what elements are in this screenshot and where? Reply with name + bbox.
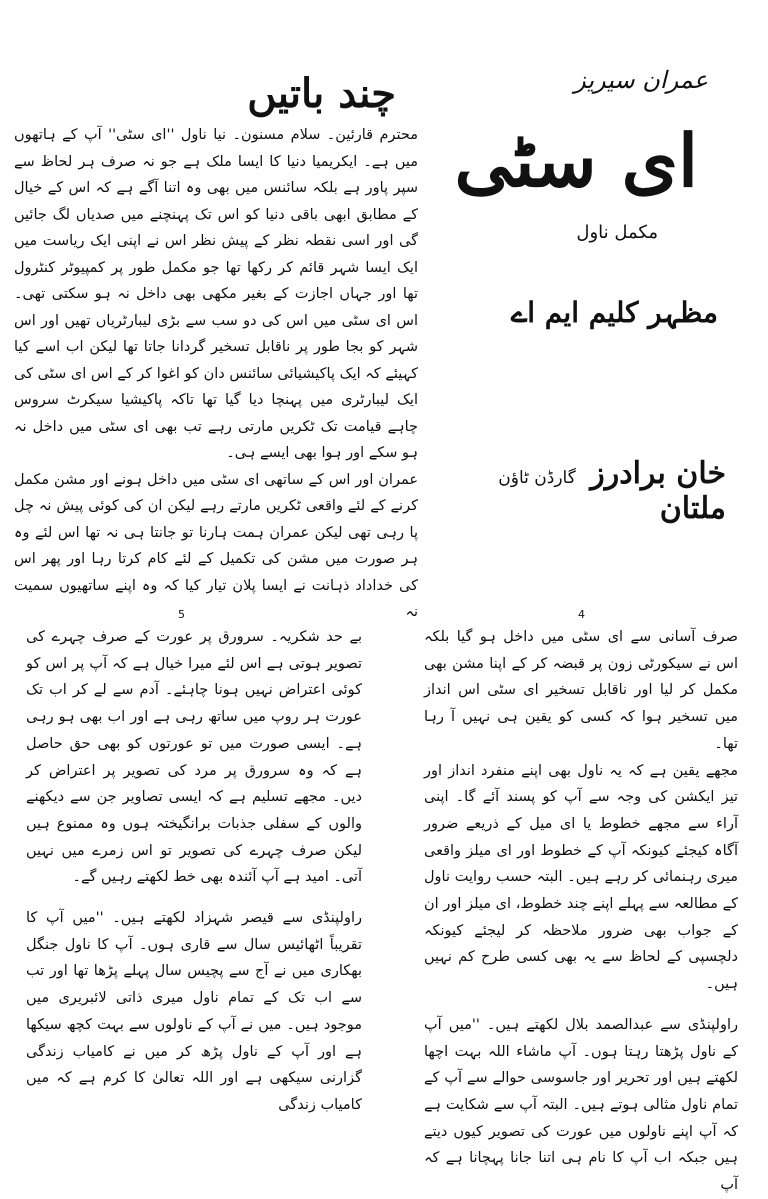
page-number: 5 (178, 608, 185, 621)
preface-paragraph: عمران اور اس کے ساتھی ای سٹی میں داخل ہونے اور مشن مکمل کرنے کے لئے واقعی ٹکریں مارتے رہے لیکن ان کی کوئی پیش نہ چل پا رہی تھی لیکن عمران ہمت ہارنا تو جانتا ہی نہ تھا اس لئے وہ ہر صورت میں مشن کی تکمیل کے لئے کام کرتا رہا اور پھر اس کی خداداد ذہانت نے ایسا پلان تیار کیا کہ وہ اپنے ساتھیوں سمیت نہ (14, 471, 418, 620)
page-5-paragraph: راولپنڈی سے قیصر شہزاد لکھتے ہیں۔ ''میں آپ کا تقریباً اٹھائیس سال سے قاری ہوں۔ آپ کا ناول جنگل بھکاری میں نے آج سے پچیس سال پہلے پڑھا تھا اور تب سے اب تک کے تمام ناول میری ذاتی لائبریری میں موجود ہیں۔ میں نے آپ کے ناولوں سے بہت کچھ سیکھا ہے اور آپ کے ناول پڑھ کر میں نے کامیاب زندگی گزارنی سیکھی ہے اور اللہ تعالیٰ کا کرم ہے کہ میں کامیاب زندگی (26, 910, 362, 1113)
preface-page (0, 0, 432, 620)
publisher-city: ملتان (659, 491, 726, 526)
page-5 (0, 598, 384, 1113)
page-4-paragraph: مجھے یقین ہے کہ یہ ناول بھی اپنے منفرد انداز اور تیز ایکشن کی وجہ سے آپ کو پسند آئے گا۔ اپنی آراء سے مجھے خطوط یا ای میل کے ذریعے ضرور آگاہ کیجئے کیونکہ آپ کے خطوط اور ای میلز واقعی میری رہنمائی کر رہے ہیں۔ البتہ حسب روایت ناول کے مطالعہ سے پہلے اپنے چند خطوط، ای میلز اور ان کے جواب بھی ضرور ملاحظہ کر لیجئے کیونکہ دلچسپی کے لحاظ سے یہ بھی کسی طرح کم نہیں ہیں۔ (424, 762, 738, 993)
page-4-body (424, 624, 738, 1199)
preface-paragraph: محترم قارئین۔ سلام مسنون۔ نیا ناول ''ای سٹی'' آپ کے ہاتھوں میں ہے۔ ایکریمیا دنیا کا ایسا ملک ہے جو نہ صرف ہر لحاظ سے سپر پاور ہے بلکہ سائنس میں بھی وہ اتنا آگے ہے کہ اس کے خیال کے مطابق ابھی باقی دنیا کو اس تک پہنچنے میں صدیاں لگ جائیں گی اور اسی نقطہ نظر کے پیش نظر اس نے اپنی ایک ریاست میں ایک ایسا شہر قائم کر رکھا تھا جو مکمل طور پر کمپیوٹر کنٹرول تھا اور جہاں اجازت کے بغیر مکھی بھی داخل نہ ہو سکتی تھی۔ اس ای سٹی میں اس کی دو سب سے بڑی لیبارٹریاں تھیں اور اس شہر کو بجا طور پر ناقابل تسخیر گردانا جاتا تھا لیکن اب اسے کیا کہیئے کہ ایک پاکیشیائی سائنس دان کو اغوا کر کے اس ای سٹی کی ایک لیبارٹری میں پہنچا دیا گیا تھا تاکہ پاکیشیا سیکرٹ سروس چاہے قیامت تک ٹکریں مارتی رہے تب بھی ای سٹی میں داخل نہ ہو سکے اور ہوا بھی ایسے ہی۔ (14, 127, 418, 461)
series-name: عمران سیریز (574, 66, 708, 94)
page-number: 4 (578, 608, 585, 621)
publisher-place: گارڈن ٹاؤن (498, 468, 576, 488)
preface-heading: چند باتیں (247, 70, 396, 117)
author-name: مظہر کلیم ایم اے (510, 296, 718, 329)
publisher-name: خان برادرز (590, 456, 726, 491)
publisher (440, 456, 726, 526)
novel-title: ای سٹی (454, 118, 698, 203)
page-4-paragraph: صرف آسانی سے ای سٹی میں داخل ہو گیا بلکہ اس نے سیکورٹی زون پر قبضہ کر کے اپنا مشن بھی مکمل کر لیا اور ناقابل تسخیر ای سٹی اس انداز میں تسخیر ہوا کہ کسی کو یقین ہی نہیں آ رہا تھا۔ (424, 629, 738, 752)
page-5-paragraph: بے حد شکریہ۔ سرورق پر عورت کے صرف چہرے کی تصویر ہوتی ہے اس لئے میرا خیال ہے کہ آپ پر اس کو کوئی اعتراض نہیں ہونا چاہئے۔ آدم سے لے کر اب تک عورت ہر روپ میں ساتھ رہی ہے اور اب بھی ہو رہی ہے۔ ایسی صورت میں تو عورتوں کو بھی حق حاصل ہے کہ وہ سرورق پر مرد کی تصویر پر اعتراض کر دیں۔ مجھے تسلیم ہے کہ ایسی تصاویر جن سے دیکھنے والوں کے سفلی جذبات برانگیختہ ہوں وہ ممنوع ہیں لیکن صرف چہرے کی تصویر تو اس زمرے میں نہیں آتی۔ امید ہے آپ آئندہ بھی خط لکھتے رہیں گے۔ (26, 629, 362, 886)
page-5-body (26, 624, 362, 1119)
preface-body (14, 122, 418, 626)
novel-subtitle: مکمل ناول (576, 222, 658, 243)
cover-page (440, 0, 768, 560)
page-4 (384, 598, 768, 1194)
page-4-paragraph: راولپنڈی سے عبدالصمد بلال لکھتے ہیں۔ ''میں آپ کے ناول پڑھتا رہتا ہوں۔ آپ ماشاء اللہ بہت اچھا لکھتے ہیں اور تحریر اور جاسوسی حوالے سے آپ کے تمام ناول مثالی ہوتے ہیں۔ البتہ آپ سے شکایت ہے کہ آپ اپنے ناولوں میں عورت کی تصویر کیوں دیتے ہیں جبکہ اب آپ کا نام ہی اتنا جانا پہچانا ہے کہ آپ (424, 1016, 738, 1194)
